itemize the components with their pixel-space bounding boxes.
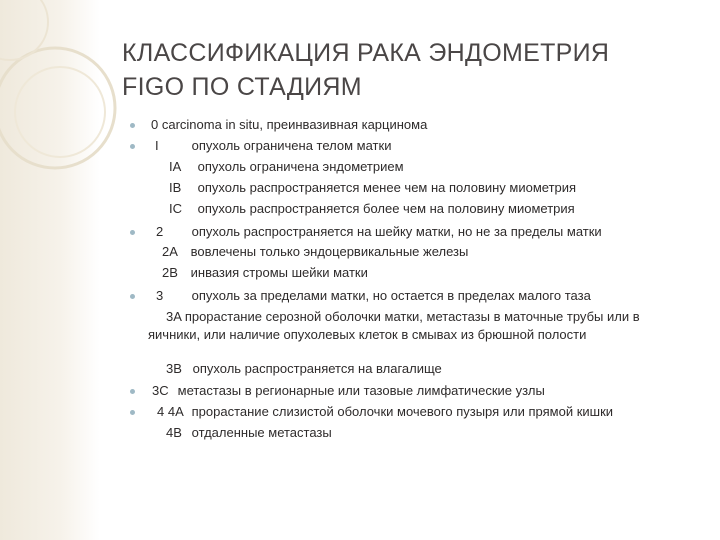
list-item: [162, 264, 368, 282]
list-item: [162, 243, 468, 261]
bullet-icon: [130, 294, 135, 299]
stage-label: 4 4A: [157, 404, 184, 419]
stage-description: инвазия стромы шейки матки: [190, 265, 368, 280]
stage-description: опухоль распространяется на шейку матки, но не за пределы матки: [191, 224, 602, 239]
stage-label: 4B: [166, 425, 182, 440]
stage-label: 3C: [152, 383, 169, 398]
title-line-1: КЛАССИФИКАЦИЯ РАКА ЭНДОМЕТРИЯ: [122, 39, 610, 67]
stage-description: опухоль ограничена эндометрием: [197, 159, 404, 174]
list-item: [155, 137, 391, 155]
list-item: [156, 287, 591, 305]
stage-label: 3B: [166, 361, 182, 376]
stage-description: метастазы в регионарные или тазовые лимфатические узлы: [177, 383, 545, 398]
stage-label: 3A: [166, 309, 182, 324]
stage-label: 0: [151, 117, 159, 132]
stage-description: опухоль ограничена телом матки: [191, 138, 392, 153]
list-item: [169, 200, 575, 218]
stage-label: 3: [156, 288, 164, 303]
stage-description: отдаленные метастазы: [191, 425, 332, 440]
bullet-icon: [130, 389, 135, 394]
stage-description: опухоль распространяется менее чем на половину миометрия: [197, 180, 577, 195]
stage-description: carcinoma in situ, преинвазивная карцинома: [161, 117, 428, 132]
stage-label: I: [155, 138, 159, 153]
stage-label: IB: [169, 180, 182, 195]
list-item: [169, 158, 404, 176]
stage-label: 2B: [162, 265, 178, 280]
stage-label: 2: [156, 224, 164, 239]
stage-description: прорастание слизистой оболочки мочевого пузыря или прямой кишки: [191, 404, 614, 419]
stage-description: опухоль распространяется более чем на половину миометрия: [197, 201, 575, 216]
list-item: [151, 116, 427, 134]
stage-label: IC: [169, 201, 182, 216]
list-item: [152, 382, 545, 400]
list-item: [157, 403, 613, 421]
stage-label: 2A: [162, 244, 178, 259]
stage-description: опухоль за пределами матки, но остается в пределах малого таза: [191, 288, 591, 303]
stage-description: вовлечены только эндоцервикальные железы: [190, 244, 469, 259]
list-item: [169, 179, 576, 197]
bullet-icon: [130, 230, 135, 235]
bullet-icon: [130, 410, 135, 415]
stage-description: прорастание серозной оболочки матки, метастазы в маточные трубы или в яичники, или наличие опухолевых клеток в смывах из брюшной полости: [148, 309, 640, 342]
bullet-icon: [130, 123, 135, 128]
list-item: [166, 424, 332, 442]
stage-label: IA: [169, 159, 182, 174]
title-line-2: FIGO ПО СТАДИЯМ: [122, 73, 362, 101]
stage-description: опухоль распространяется на влагалище: [192, 361, 442, 376]
list-item: [148, 308, 693, 344]
list-item: [156, 223, 602, 241]
bullet-icon: [130, 144, 135, 149]
list-item: [166, 360, 442, 378]
